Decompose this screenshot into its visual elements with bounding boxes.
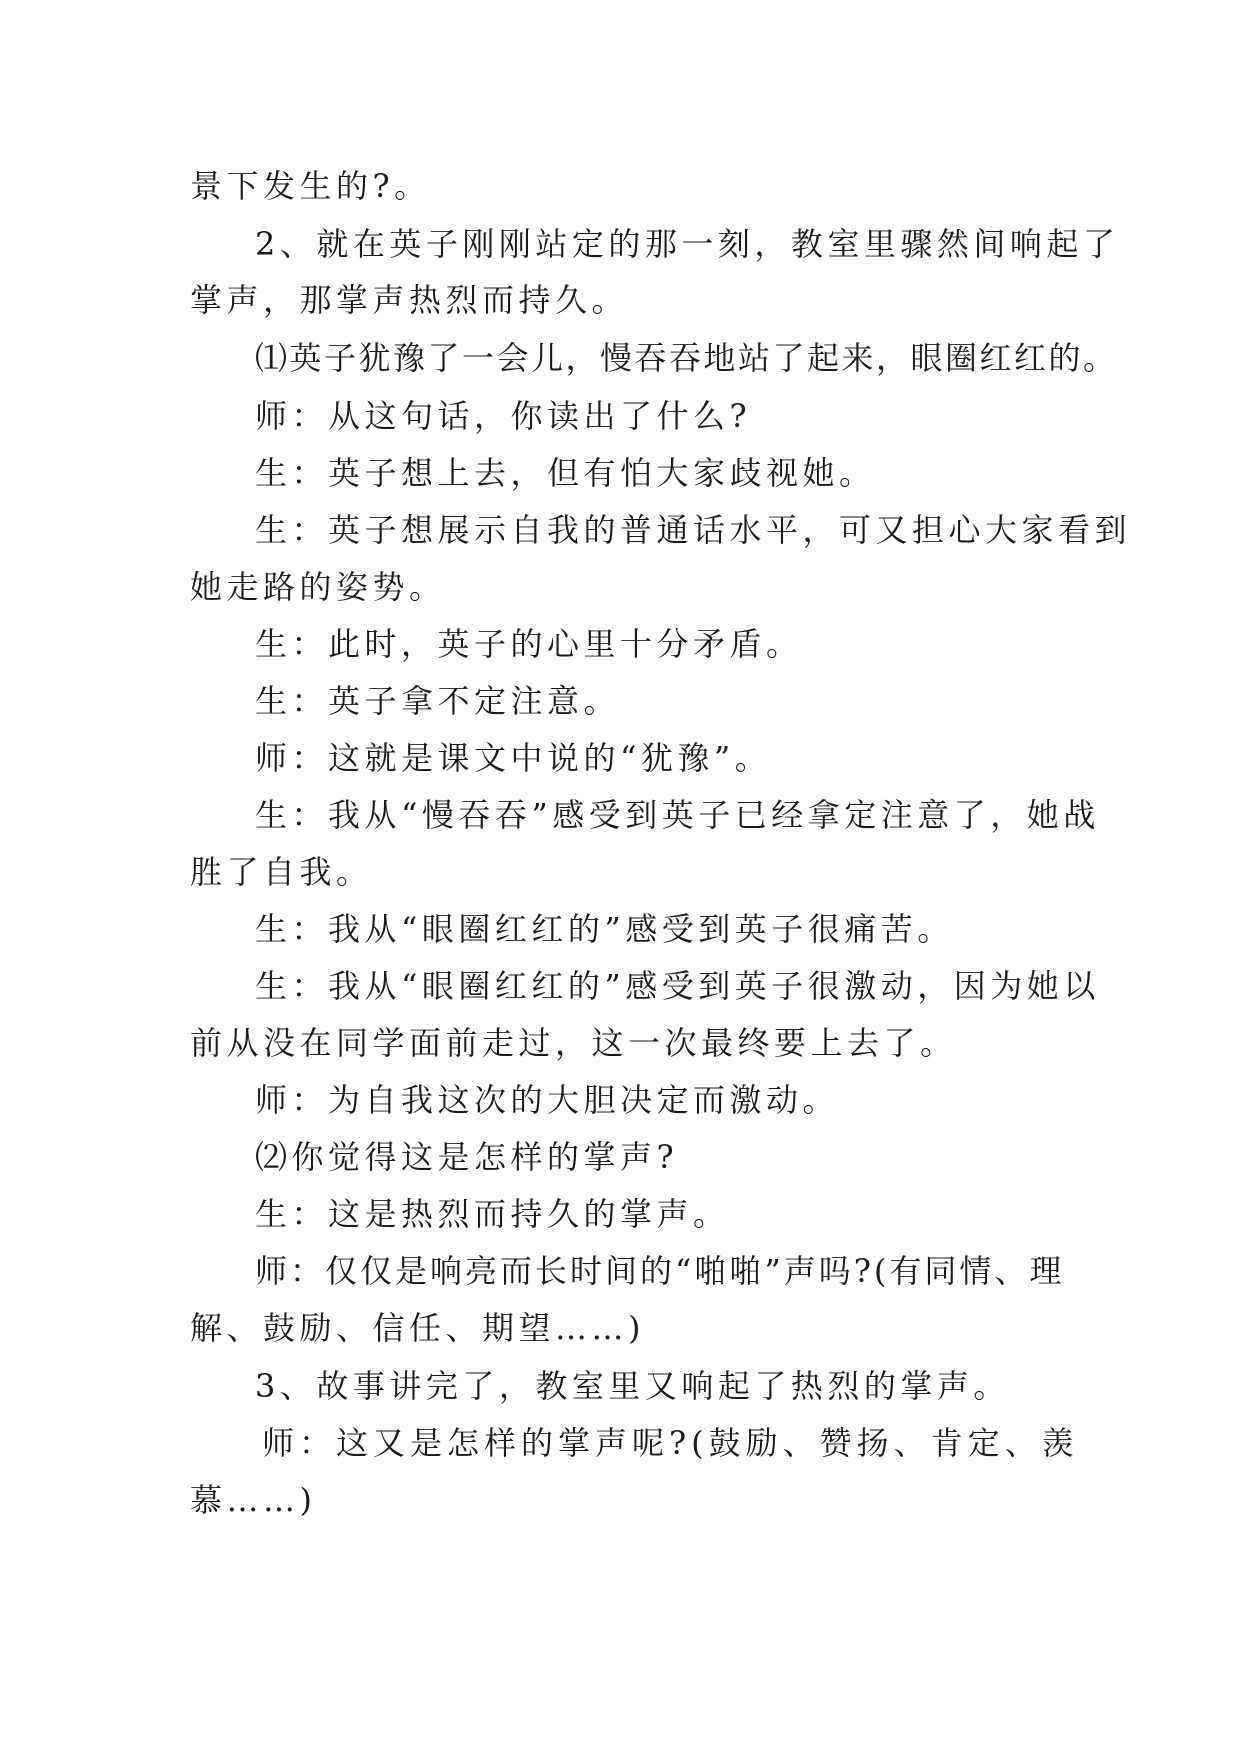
text-line: 生：英子想上去，但有怕大家歧视她。 <box>255 454 876 492</box>
text-line: 生：我从“眼圈红红的”感受到英子很激动，因为她以 <box>255 967 1100 1005</box>
text-line: 师：从这句话，你读出了什么? <box>255 397 752 435</box>
text-line: 生：英子拿不定注意。 <box>255 682 621 720</box>
text-line: 前从没在同学面前走过，这一次最终要上去了。 <box>190 1024 957 1062</box>
text-line: 3、故事讲完了，教室里又响起了热烈的掌声。 <box>255 1367 1010 1405</box>
text-line: 胜了自我。 <box>190 853 373 891</box>
text-line: ⑴英子犹豫了一会儿，慢吞吞地站了起来，眼圈红红的。 <box>255 339 1118 377</box>
text-line: 她走路的姿势。 <box>190 568 446 606</box>
text-line: 掌声，那掌声热烈而持久。 <box>190 281 629 319</box>
text-line: 师：仅仅是响亮而长时间的“啪啪”声吗?(有同情、理 <box>255 1252 1065 1290</box>
text-line: 生：我从“慢吞吞”感受到英子已经拿定注意了，她战 <box>255 796 1100 834</box>
text-line: 生：这是热烈而持久的掌声。 <box>255 1195 730 1233</box>
text-line: 师：为自我这次的大胆决定而激动。 <box>255 1081 840 1119</box>
text-line: 解、鼓励、信任、期望……) <box>190 1309 645 1347</box>
text-line: ⑵你觉得这是怎样的掌声? <box>255 1138 679 1176</box>
text-line: 师：这就是课文中说的“犹豫”。 <box>255 739 772 777</box>
text-line: 生：此时，英子的心里十分矛盾。 <box>255 625 803 663</box>
text-line: 生：英子想展示自我的普通话水平，可又担心大家看到 <box>255 511 1132 549</box>
text-line: 师：这又是怎样的掌声呢?(鼓励、赞扬、肯定、羡 <box>262 1424 1079 1462</box>
text-line: 景下发生的?。 <box>190 167 431 205</box>
text-line: 生：我从“眼圈红红的”感受到英子很痛苦。 <box>255 910 954 948</box>
text-line: 慕……) <box>190 1481 317 1519</box>
text-line: 2、就在英子刚刚站定的那一刻，教室里骤然间响起了 <box>255 225 1120 263</box>
